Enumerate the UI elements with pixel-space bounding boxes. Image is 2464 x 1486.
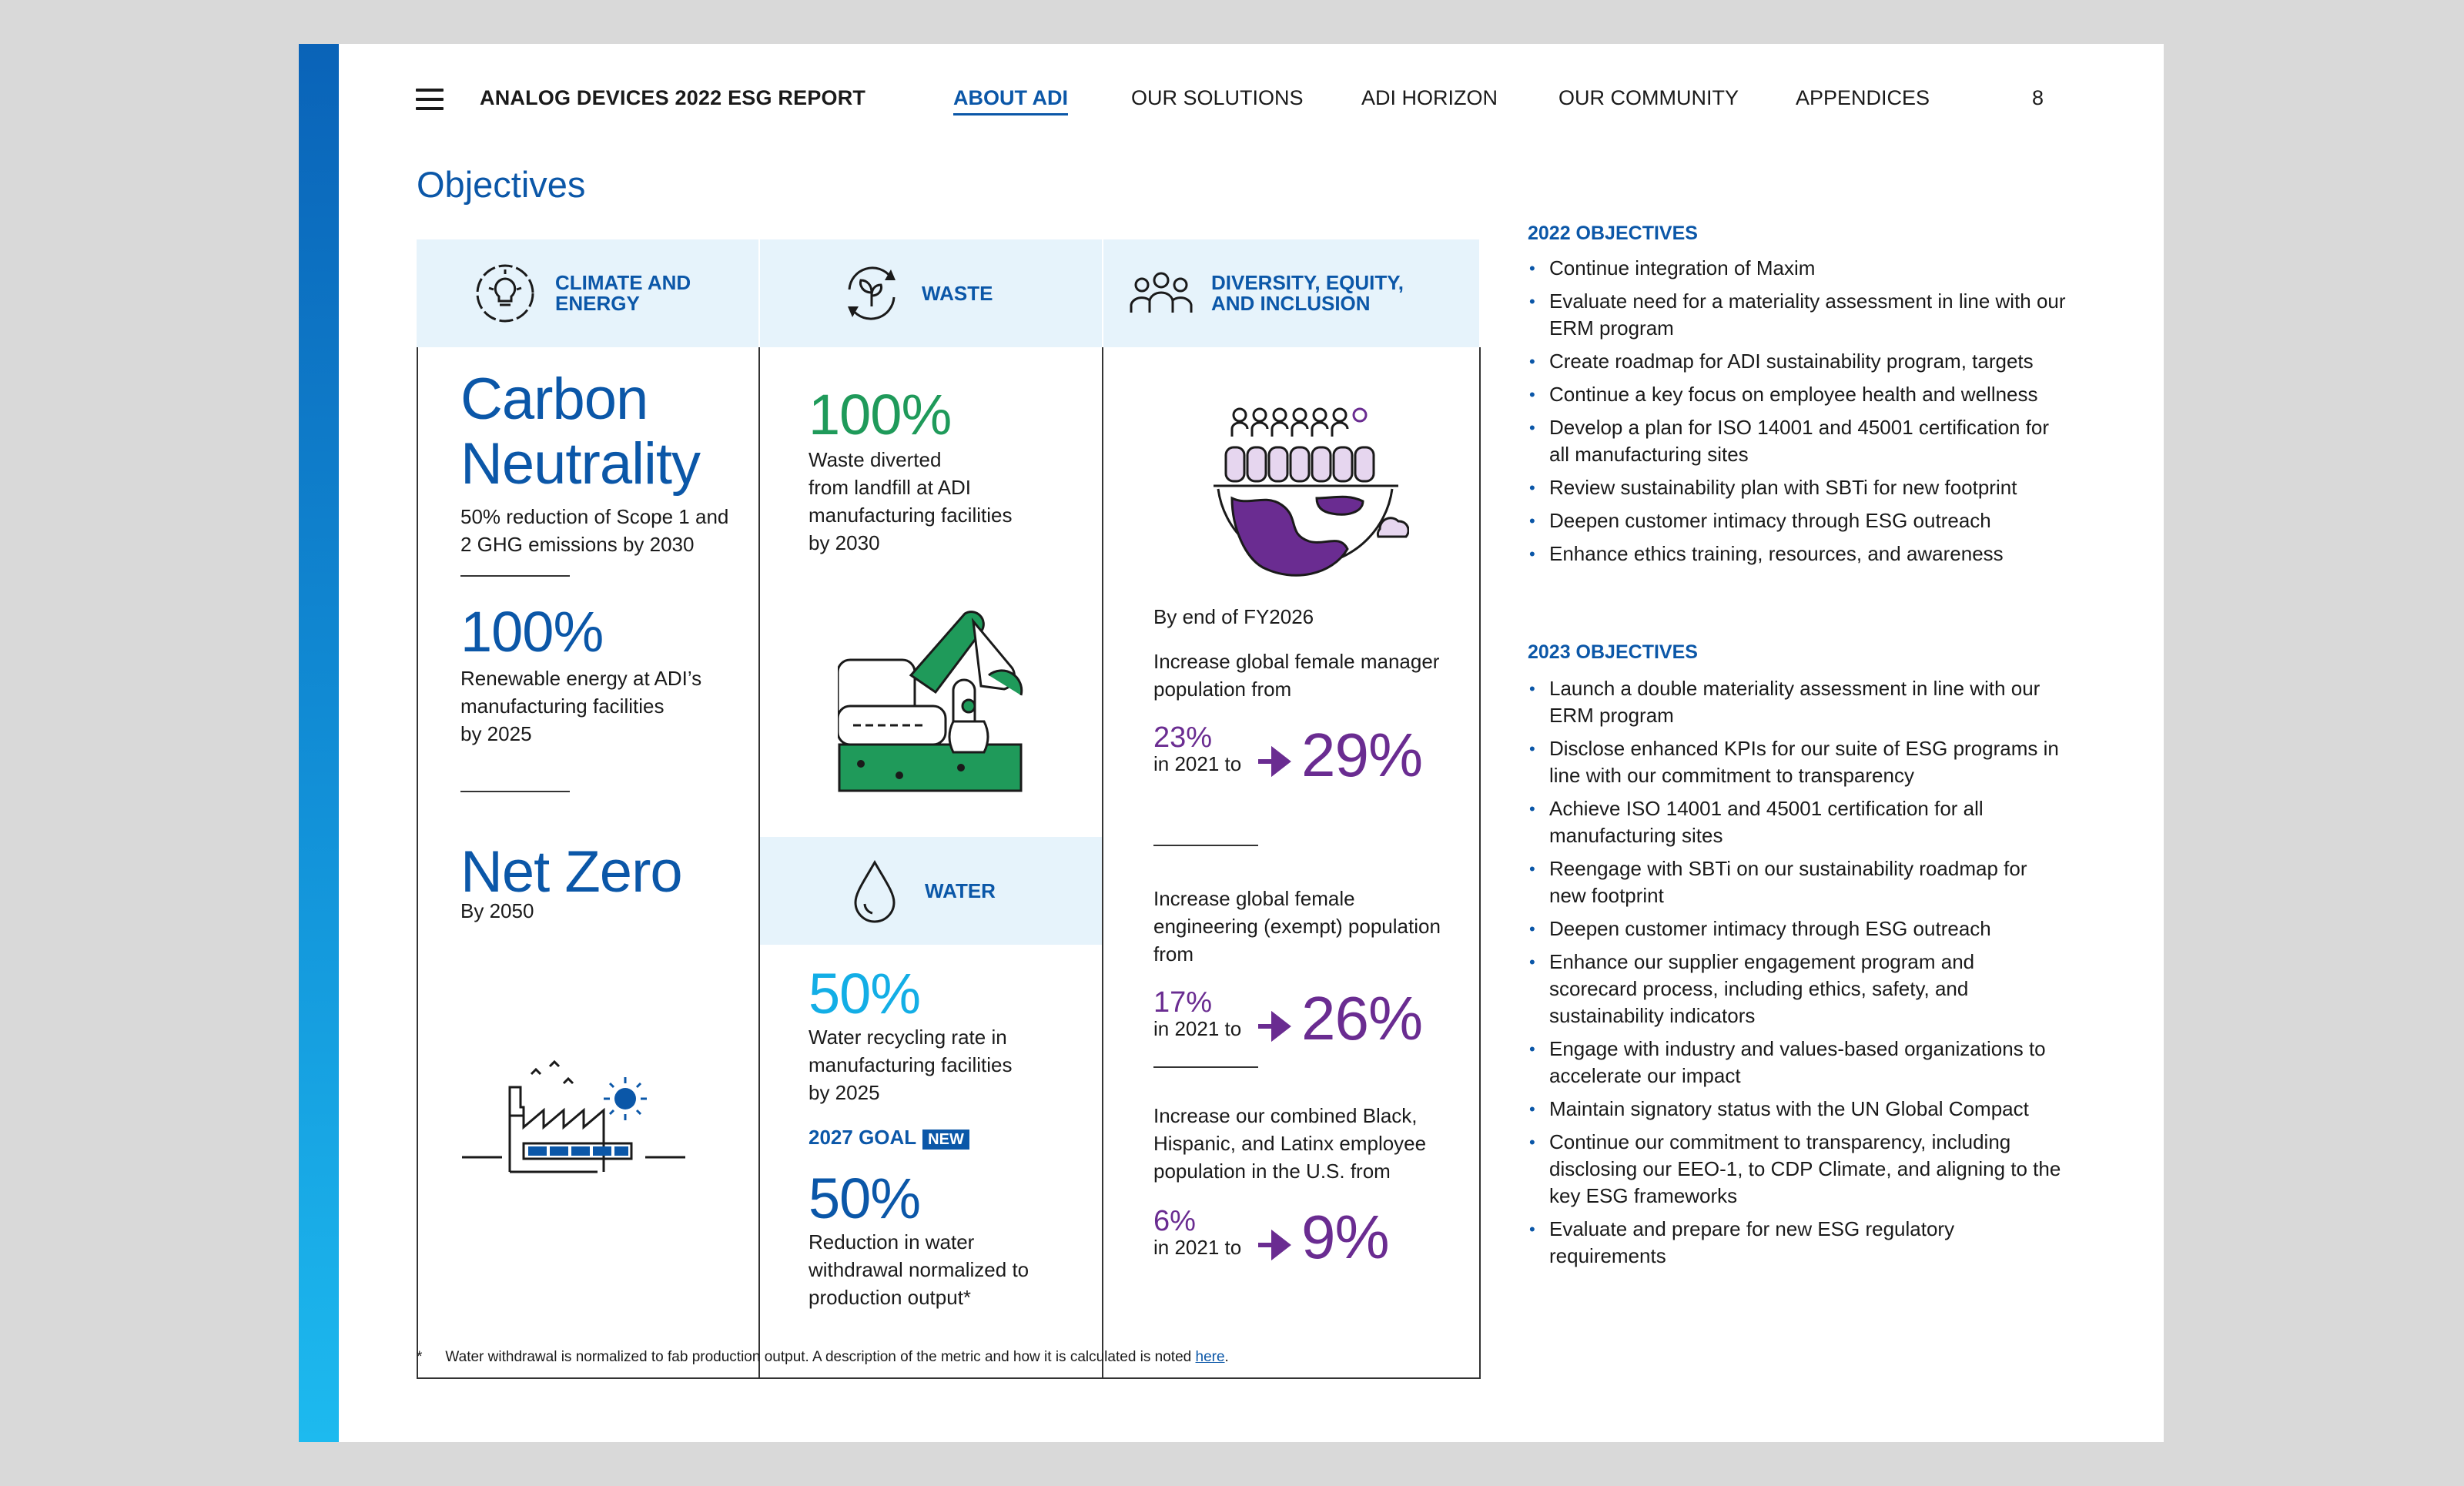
arrow-right-icon — [1257, 1011, 1295, 1042]
objective-item: • Engage with industry and values-based organizations to accelerate our impact — [1528, 1036, 2067, 1089]
objective-item: • Reengage with SBTi on our sustainability roadmap for new footprint — [1528, 855, 2067, 909]
people-group-icon — [1127, 266, 1196, 320]
dei-label-1: DIVERSITY, EQUITY, — [1211, 271, 1404, 294]
renew-desc-1: Renewable energy at ADI’s — [460, 667, 702, 690]
objectives-2023-heading: 2023 OBJECTIVES — [1528, 641, 1698, 663]
waste-desc-2: from landfill at ADI — [808, 476, 971, 499]
objective-item: • Continue our commitment to transparency, including disclosing our EEO-1, to CDP Climate, and aligning to the key ESG frameworks — [1528, 1129, 2067, 1210]
water-desc-5: withdrawal normalized to — [808, 1258, 1029, 1281]
dei-intro: By end of FY2026 — [1153, 605, 1314, 628]
objective-item: • Develop a plan for ISO 14001 and 45001 certification for all manufacturing sites — [1528, 414, 2067, 468]
dei-item2-from — [1153, 988, 1241, 1041]
waste-desc-1: Waste diverted — [808, 448, 942, 471]
robot-arm-icon — [838, 591, 1038, 798]
nav-appendices[interactable]: APPENDICES — [1796, 86, 1930, 109]
dei-item3-desc — [1153, 1102, 1426, 1185]
nav-about-adi[interactable]: ABOUT ADI — [953, 86, 1068, 115]
carbon-neutrality — [460, 367, 700, 497]
objectives-2022-list — [1528, 255, 2067, 574]
report-page — [299, 44, 2164, 1442]
nav-our-solutions[interactable]: OUR SOLUTIONS — [1131, 86, 1304, 109]
objective-item: • Continue integration of Maxim — [1528, 255, 2067, 282]
objective-item: • Evaluate and prepare for new ESG regulatory requirements — [1528, 1216, 2067, 1270]
dei-item3-from — [1153, 1207, 1241, 1260]
water-desc-6: production output* — [808, 1286, 972, 1309]
dei-item2-line3: from — [1153, 942, 1194, 966]
climate-label-2: ENERGY — [555, 292, 640, 315]
objective-item: • Enhance ethics training, resources, and awareness — [1528, 541, 2067, 567]
dei-item1-from-value: 23% — [1153, 721, 1213, 754]
dei-header — [1103, 239, 1479, 347]
dei-item3-target: 9% — [1301, 1203, 1389, 1271]
objective-item: • Continue a key focus on employee health and wellness — [1528, 381, 2067, 408]
climate-header — [417, 239, 758, 347]
report-title: ANALOG DEVICES 2022 ESG REPORT — [480, 86, 866, 109]
water-desc — [808, 1023, 1012, 1106]
renewable-desc — [460, 664, 701, 748]
footnote-link[interactable]: here — [1195, 1349, 1225, 1365]
objective-item: • Disclose enhanced KPIs for our suite of ESG programs in line with our commitment to transparency — [1528, 735, 2067, 789]
objectives-2022-heading: 2022 OBJECTIVES — [1528, 223, 1698, 244]
recycle-leaf-icon — [837, 259, 906, 328]
factory-sun-icon — [462, 1022, 693, 1183]
dei-item3-line3: population in the U.S. from — [1153, 1160, 1391, 1183]
carbon-title-1: Carbon — [460, 366, 648, 432]
separator — [460, 791, 570, 792]
grid-line — [1479, 347, 1481, 1379]
arrow-right-icon — [1257, 1230, 1295, 1260]
carbon-desc-2: 2 GHG emissions by 2030 — [460, 533, 695, 556]
dei-label-2: AND INCLUSION — [1211, 292, 1371, 315]
dei-item1-line1: Increase global female manager — [1153, 650, 1440, 673]
goal-2027 — [808, 1126, 969, 1150]
objectives-2023-list — [1528, 675, 2067, 1276]
waste-desc-3: manufacturing facilities — [808, 504, 1013, 527]
dei-item1-target: 29% — [1301, 721, 1423, 789]
objective-item: • Deepen customer intimacy through ESG outreach — [1528, 507, 2067, 534]
waste-header — [760, 239, 1102, 347]
water-label: WATER — [925, 879, 996, 902]
water-withdrawal-pct: 50% — [808, 1166, 921, 1230]
objective-item: • Enhance our supplier engagement program and scorecard process, including ethics, safety, and sustainability indicators — [1528, 949, 2067, 1029]
renew-desc-2: manufacturing facilities — [460, 694, 665, 718]
side-stripe — [299, 44, 339, 1442]
water-desc-4: Reduction in water — [808, 1230, 975, 1253]
dei-item2-target: 26% — [1301, 984, 1423, 1053]
objective-item: • Achieve ISO 14001 and 45001 certification for all manufacturing sites — [1528, 795, 2067, 849]
dei-item1-in: in 2021 to — [1153, 752, 1242, 775]
water-header — [760, 837, 1102, 945]
grid-line — [417, 1377, 1481, 1379]
separator — [1153, 845, 1258, 846]
water-desc-3: by 2025 — [808, 1081, 880, 1104]
climate-label-1: CLIMATE AND — [555, 271, 691, 294]
menu-icon[interactable] — [416, 89, 444, 110]
dei-item2-line2: engineering (exempt) population — [1153, 915, 1441, 938]
footnote-end: . — [1224, 1349, 1229, 1365]
nav-adi-horizon[interactable]: ADI HORIZON — [1361, 86, 1498, 109]
carbon-title-2: Neutrality — [460, 431, 700, 497]
renewable-pct: 100% — [460, 600, 604, 664]
footnote-text: Water withdrawal is normalized to fab production output. A description of the metric and how it is calculated is noted — [445, 1349, 1196, 1365]
new-badge: NEW — [922, 1130, 969, 1150]
water-pct: 50% — [808, 962, 921, 1026]
dei-item3-line1: Increase our combined Black, — [1153, 1104, 1418, 1127]
lightbulb-gear-icon — [470, 259, 540, 328]
dei-item2-line1: Increase global female — [1153, 887, 1355, 910]
grid-line — [1102, 347, 1103, 1379]
water-desc-1: Water recycling rate in — [808, 1026, 1007, 1049]
globe-crowd-icon — [1209, 398, 1409, 591]
water-desc-2: manufacturing facilities — [808, 1053, 1013, 1076]
renew-desc-3: by 2025 — [460, 722, 532, 745]
water-drop-icon — [848, 856, 902, 925]
water-withdrawal-desc — [808, 1228, 1029, 1311]
goal-label: 2027 GOAL — [808, 1126, 917, 1149]
objective-item: • Evaluate need for a materiality assessment in line with our ERM program — [1528, 288, 2067, 342]
nav-our-community[interactable]: OUR COMMUNITY — [1558, 86, 1739, 109]
dei-item1-from — [1153, 723, 1241, 776]
waste-label: WASTE — [922, 281, 993, 305]
objective-item: • Launch a double materiality assessment in line with our ERM program — [1528, 675, 2067, 729]
dei-item2-in: in 2021 to — [1153, 1017, 1242, 1040]
net-zero-title: Net Zero — [460, 839, 682, 905]
separator — [1153, 1066, 1258, 1068]
dei-item3-in: in 2021 to — [1153, 1236, 1242, 1259]
waste-desc — [808, 446, 1012, 557]
separator — [460, 575, 570, 577]
footnote-marker: * — [417, 1349, 423, 1365]
objective-item: • Create roadmap for ADI sustainability program, targets — [1528, 348, 2067, 375]
dei-item1-desc — [1153, 648, 1439, 703]
dei-item3-line2: Hispanic, and Latinx employee — [1153, 1132, 1427, 1155]
carbon-desc-1: 50% reduction of Scope 1 and — [460, 505, 729, 528]
waste-pct: 100% — [808, 383, 952, 447]
net-zero-by: By 2050 — [460, 899, 534, 922]
objective-item: • Maintain signatory status with the UN Global Compact — [1528, 1096, 2067, 1123]
dei-item1-line2: population from — [1153, 678, 1292, 701]
grid-line — [417, 347, 418, 1379]
page-number: 8 — [2032, 86, 2044, 109]
objective-item: • Deepen customer intimacy through ESG outreach — [1528, 915, 2067, 942]
dei-item2-from-value: 17% — [1153, 986, 1213, 1019]
objective-item: • Review sustainability plan with SBTi for new footprint — [1528, 474, 2067, 501]
dei-item3-from-value: 6% — [1153, 1205, 1196, 1237]
carbon-desc — [460, 503, 728, 558]
footnote — [417, 1349, 1229, 1366]
page-title: Objectives — [417, 164, 586, 205]
arrow-right-icon — [1257, 746, 1295, 777]
dei-item2-desc — [1153, 885, 1441, 968]
waste-desc-4: by 2030 — [808, 531, 880, 554]
